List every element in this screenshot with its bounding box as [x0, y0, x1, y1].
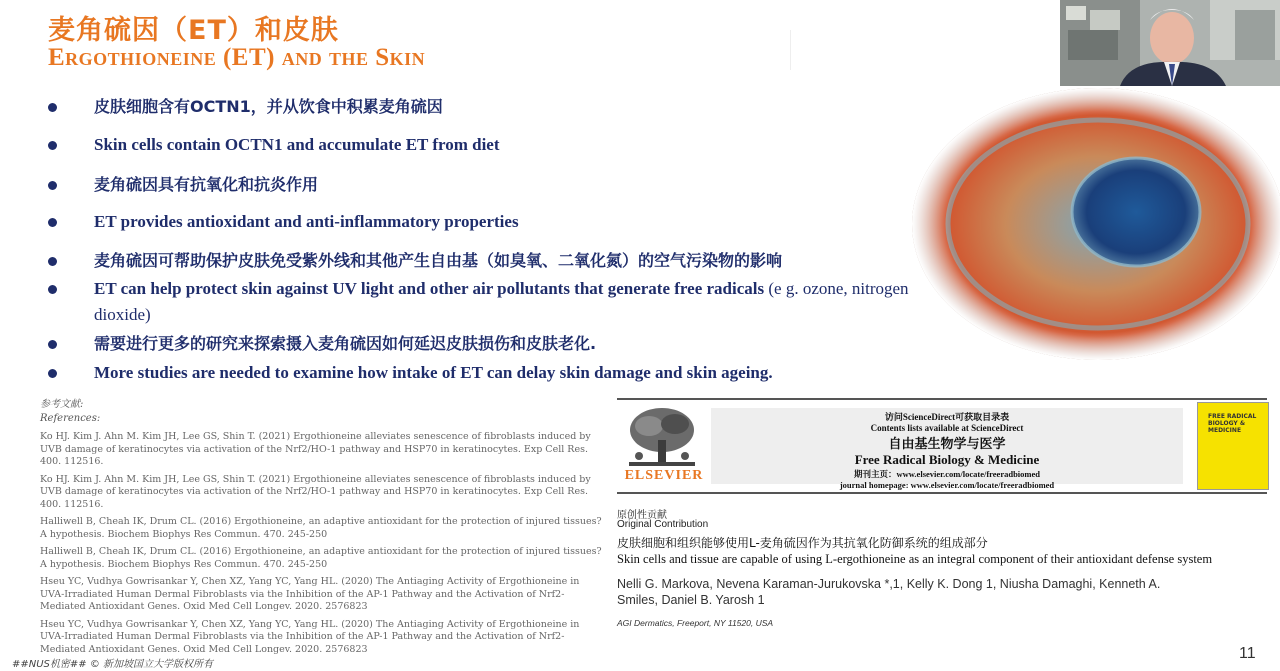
references-section [40, 398, 605, 656]
reference-item: Ko HJ. Kim J. Ahn M. Kim JH, Lee GS, Shin T. (2021) Ergothioneine alleviates senescence of fibroblasts induced by UVB damage of keratinocytes via activation of the Nrf2/HO-1 pathway and HSP70 in keratinocytes. Exp Cell Res. 400. 112516. [40, 431, 591, 467]
article-type-cn: 原创性贡献 [617, 510, 667, 521]
journal-title-block [711, 408, 1183, 490]
skin-cell-micrograph [908, 86, 1280, 362]
journal-homepage-cn: 期刊主页：www.elsevier.com/locate/freeradbiomed [853, 469, 1041, 479]
contents-line-en: Contents lists available at ScienceDirect [870, 423, 1024, 433]
elsevier-wordmark: ELSEVIER [624, 468, 704, 483]
slide-title-cn: 麦角硫因（ET）和皮肤 [48, 15, 339, 46]
bullet-text-suffix: (e g. ozone, nitrogen dioxide) [94, 279, 909, 324]
article-type-en: Original Contribution [617, 519, 709, 530]
journal-cover-image [1197, 402, 1269, 490]
bullet-dot-icon [48, 340, 57, 349]
reference-item: Hseu YC, Vudhya Gowrisankar Y, Chen XZ, Yang YC, Yang HL. (2020) The Antiaging Activity of Ergothioneine in UVA-Irradiated Human Dermal Fibroblasts via the Inhibition of the AP-1 Pathway and the Activation of Nrf2-Mediated Antioxidant Genes. Oxid Med Cell Longev. 2020. 2576823 [40, 576, 580, 612]
bullet-text: ET provides antioxidant and anti-inflammatory properties [94, 212, 519, 231]
journal-name-cn: 自由基生物学与医学 [888, 437, 1006, 452]
bullet-dot-icon [48, 141, 57, 150]
slide-title-en: Ergothioneine (ET) and the Skin [48, 44, 426, 71]
contents-line-cn: 访问ScienceDirect可获取目录表 [884, 412, 1010, 422]
bullet-dot-icon [48, 218, 57, 227]
bullet-text-main: ET can help protect skin against UV light and other air pollutants that generate free radicals [94, 279, 765, 298]
journal-cover-text: FREE RADICAL BIOLOGY & MEDICINE [1208, 413, 1257, 434]
bullet-dot-icon [48, 103, 57, 112]
journal-header [617, 398, 1267, 494]
article-excerpt [615, 398, 1270, 638]
bullet-text: Skin cells contain OCTN1 and accumulate ET from diet [94, 135, 500, 154]
references-label-cn: 参考文献: [40, 399, 84, 410]
slide-footer: ##NUS机密## © 新加坡国立大学版权所有 [12, 659, 214, 670]
article-affiliation: AGI Dermatics, Freeport, NY 11520, USA [617, 618, 774, 628]
journal-homepage-en: journal homepage: www.elsevier.com/locate/freeradbiomed [839, 480, 1055, 490]
bullet-text: More studies are needed to examine how intake of ET can delay skin damage and skin ageing. [94, 363, 773, 382]
bullet-dot-icon [48, 257, 57, 266]
elsevier-logo [619, 406, 705, 488]
elsevier-tree-icon [619, 406, 705, 468]
bullet-dot-icon [48, 369, 57, 378]
reference-item: Halliwell B, Cheah IK, Drum CL. (2016) Ergothioneine, an adaptive antioxidant for the protection of injured tissues? A hypothesis. Biochem Biophys Res Commun. 470. 245-250 [40, 546, 602, 570]
presenter-webcam [1060, 0, 1280, 86]
reference-item: Halliwell B, Cheah IK, Drum CL. (2016) Ergothioneine, an adaptive antioxidant for the protection of injured tissues? A hypothesis. Biochem Biophys Res Commun. 470. 245-250 [40, 516, 602, 540]
decorative-divider [505, 30, 791, 70]
reference-item: Ko HJ. Kim J. Ahn M. Kim JH, Lee GS, Shin T. (2021) Ergothioneine alleviates senescence of fibroblasts induced by UVB damage of keratinocytes via activation of the Nrf2/HO-1 pathway and HSP70 in keratinocytes. Exp Cell Res. 400. 112516. [40, 473, 591, 510]
cell-image-graphic [908, 86, 1280, 362]
reference-item: Hseu YC, Vudhya Gowrisankar Y, Chen XZ, Yang YC, Yang HL. (2020) The Antiaging Activity of Ergothioneine in UVA-Irradiated Human Dermal Fibroblasts via the Inhibition of the AP-1 Pathway and the Activation of Nrf2-Mediated Antioxidant Genes. Oxid Med Cell Longev. 2020. 2576823 [40, 618, 580, 655]
bullet-text: 麦角硫因可帮助保护皮肤免受紫外线和其他产生自由基（如臭氧、二氧化氮）的空气污染物的影响 [94, 251, 783, 270]
presenter-video-feed [1060, 0, 1280, 86]
article-title-cn: 皮肤细胞和组织能够使用L-麦角硫因作为其抗氧化防御系统的组成部分 [617, 536, 988, 550]
references-label-en: References: [40, 413, 101, 424]
article-title-en: Skin cells and tissue are capable of using L-ergothioneine as an integral component of their antioxidant defense system [617, 552, 1213, 566]
bullet-dot-icon [48, 285, 57, 294]
journal-name-en: Free Radical Biology & Medicine [854, 452, 1040, 467]
bullet-dot-icon [48, 181, 57, 190]
bullet-text: 麦角硫因具有抗氧化和抗炎作用 [94, 175, 319, 194]
bullet-text: 需要进行更多的研究来探索摄入麦角硫因如何延迟皮肤损伤和皮肤老化. [94, 334, 597, 353]
bullet-text: 皮肤细胞含有OCTN1，并从饮食中积累麦角硫因 [94, 97, 443, 116]
bullet-text [94, 276, 914, 328]
article-authors: Nelli G. Markova, Nevena Karaman-Jurukovska *,1, Kelly K. Dong 1, Niusha Damaghi, Kenneth A. Smiles, Daniel B. Yarosh 1 [617, 577, 1161, 607]
page-number: 11 [1239, 645, 1256, 662]
